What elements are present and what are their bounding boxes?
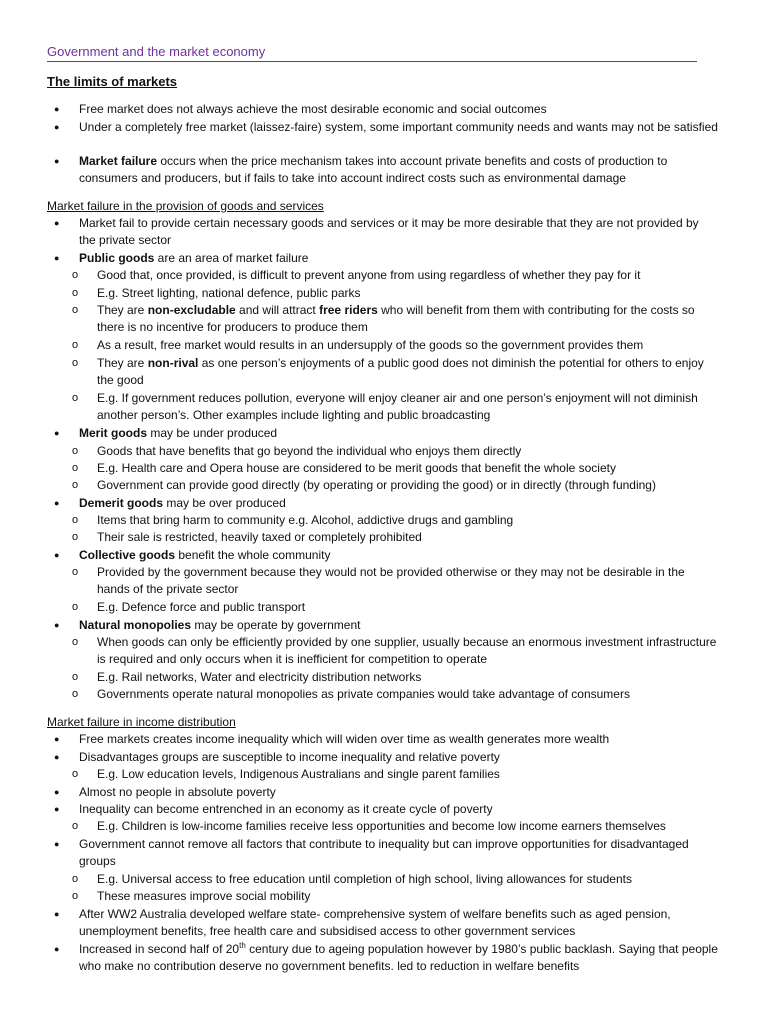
- bullet-icon: ●: [54, 804, 60, 814]
- circle-bullet-icon: o: [72, 479, 79, 491]
- sub-list-item: o When goods can only be efficiently provided by one supplier, usually because an enormous investment infrastructure is required and only occurs when it is inefficient for competition to operate: [72, 635, 717, 667]
- circle-bullet-icon: o: [72, 531, 79, 543]
- list-item: ● Public goods are an area of market failure: [54, 250, 718, 267]
- sub-list-item: o E.g. If government reduces pollution, everyone will enjoy cleaner air and one person’s enjoyment will not diminish another person’s. Other examples include lighting and public broadcasting: [72, 391, 698, 423]
- bullet-icon: ●: [54, 122, 60, 132]
- bullet-icon: ●: [54, 218, 60, 228]
- circle-bullet-icon: o: [72, 357, 79, 369]
- bullet-icon: ●: [54, 734, 60, 744]
- bullet-icon: ●: [54, 498, 60, 508]
- list-item: ● Market failure occurs when the price mechanism takes into account private benefits and costs of production to consumers and producers, but if fails to take into account indirect costs such as environmental damage: [54, 154, 668, 186]
- list-item: ● Almost no people in absolute poverty: [54, 784, 718, 801]
- bullet-icon: ●: [54, 944, 60, 954]
- list-item: ● Under a completely free market (laissez-faire) system, some important community needs and wants may not be satisfied: [54, 119, 718, 136]
- sub-list-item: o Their sale is restricted, heavily taxed or completely prohibited: [72, 529, 720, 546]
- circle-bullet-icon: o: [72, 768, 79, 780]
- circle-bullet-icon: o: [72, 445, 79, 457]
- bullet-icon: ●: [54, 752, 60, 762]
- sub-list-item: o These measures improve social mobility: [72, 888, 720, 905]
- list-item: ● Natural monopolies may be operate by government: [54, 617, 718, 634]
- sub-list-item: o Items that bring harm to community e.g. Alcohol, addictive drugs and gambling: [72, 512, 720, 529]
- list-item: ● Collective goods benefit the whole community: [54, 547, 718, 564]
- circle-bullet-icon: o: [72, 671, 79, 683]
- bullet-icon: ●: [54, 428, 60, 438]
- sub-list-item: o As a result, free market would results in an undersupply of the goods so the government provides them: [72, 337, 720, 354]
- circle-bullet-icon: o: [72, 873, 79, 885]
- list-item: ● Free market does not always achieve the most desirable economic and social outcomes: [54, 101, 718, 118]
- circle-bullet-icon: o: [72, 392, 79, 404]
- bullet-icon: ●: [54, 909, 60, 919]
- sub-list-item: o E.g. Health care and Opera house are considered to be merit goods that benefit the whole society: [72, 460, 720, 477]
- sub-list-item: o E.g. Universal access to free education until completion of high school, living allowances for students: [72, 871, 720, 888]
- circle-bullet-icon: o: [72, 566, 79, 578]
- circle-bullet-icon: o: [72, 462, 79, 474]
- circle-bullet-icon: o: [72, 339, 79, 351]
- bullet-icon: ●: [54, 253, 60, 263]
- section-heading-limits: The limits of markets: [47, 74, 178, 89]
- list-item: ● Government cannot remove all factors that contribute to inequality but can improve opportunities for disadvantaged groups: [54, 837, 689, 869]
- bullet-icon: ●: [54, 787, 60, 797]
- section-heading-goods: Market failure in the provision of goods and services: [47, 199, 324, 213]
- bullet-icon: ●: [54, 620, 60, 630]
- circle-bullet-icon: o: [72, 820, 79, 832]
- sub-list-item: o Goods that have benefits that go beyond the individual who enjoys them directly: [72, 443, 720, 460]
- circle-bullet-icon: o: [72, 890, 79, 902]
- bullet-icon: ●: [54, 104, 60, 114]
- sub-list-item: o Good that, once provided, is difficult to prevent anyone from using regardless of whether they pay for it: [72, 267, 720, 284]
- sub-list-item: o E.g. Street lighting, national defence, public parks: [72, 285, 720, 302]
- sub-list-item: o They are non-excludable and will attract free riders who will benefit from them with contributing for the costs so there is no incentive for producers to produce them: [72, 303, 695, 335]
- list-item: ● Inequality can become entrenched in an economy as it create cycle of poverty: [54, 801, 718, 818]
- sub-list-item: o E.g. Defence force and public transport: [72, 599, 720, 616]
- circle-bullet-icon: o: [72, 287, 79, 299]
- circle-bullet-icon: o: [72, 514, 79, 526]
- sub-list-item: o E.g. Rail networks, Water and electricity distribution networks: [72, 669, 720, 686]
- list-item: ● Demerit goods may be over produced: [54, 495, 718, 512]
- list-item: ● Increased in second half of 20th century due to ageing population however by 1980’s public backlash. Saying that people who make no contribution deserve no government benefits. led to reduction in welfare benefits: [54, 941, 718, 974]
- circle-bullet-icon: o: [72, 269, 79, 281]
- bullet-icon: ●: [54, 156, 60, 166]
- sub-list-item: o Government can provide good directly (by operating or providing the good) or in directly (through funding): [72, 477, 720, 494]
- bullet-icon: ●: [54, 550, 60, 560]
- circle-bullet-icon: o: [72, 688, 79, 700]
- sub-list-item: o E.g. Children is low-income families receive less opportunities and become low income earners themselves: [72, 818, 720, 835]
- sub-list-item: o Governments operate natural monopolies as private companies would take advantage of consumers: [72, 686, 720, 703]
- list-item: ● Market fail to provide certain necessary goods and services or it may be more desirable that they are not provided by the private sector: [54, 216, 699, 248]
- sub-list-item: o Provided by the government because they would not be provided otherwise or they may not be desirable in the hands of the private sector: [72, 565, 685, 597]
- document-title: Government and the market economy: [47, 44, 697, 62]
- list-item: ● Merit goods may be under produced: [54, 425, 718, 442]
- list-item: ● After WW2 Australia developed welfare state- comprehensive system of welfare benefits such as aged pension, unemployment benefits, free health care and subsidised access to other government services: [54, 907, 671, 939]
- circle-bullet-icon: o: [72, 636, 79, 648]
- list-item: ● Disadvantages groups are susceptible to income inequality and relative poverty: [54, 749, 718, 766]
- bullet-icon: ●: [54, 839, 60, 849]
- sub-list-item: o They are non-rival as one person’s enjoyments of a public good does not diminish the potential for others to enjoy the good: [72, 356, 704, 388]
- section-heading-income: Market failure in income distribution: [47, 715, 236, 729]
- sub-list-item: o E.g. Low education levels, Indigenous Australians and single parent families: [72, 766, 720, 783]
- circle-bullet-icon: o: [72, 601, 79, 613]
- list-item: ● Free markets creates income inequality which will widen over time as wealth generates more wealth: [54, 731, 718, 748]
- circle-bullet-icon: o: [72, 304, 79, 316]
